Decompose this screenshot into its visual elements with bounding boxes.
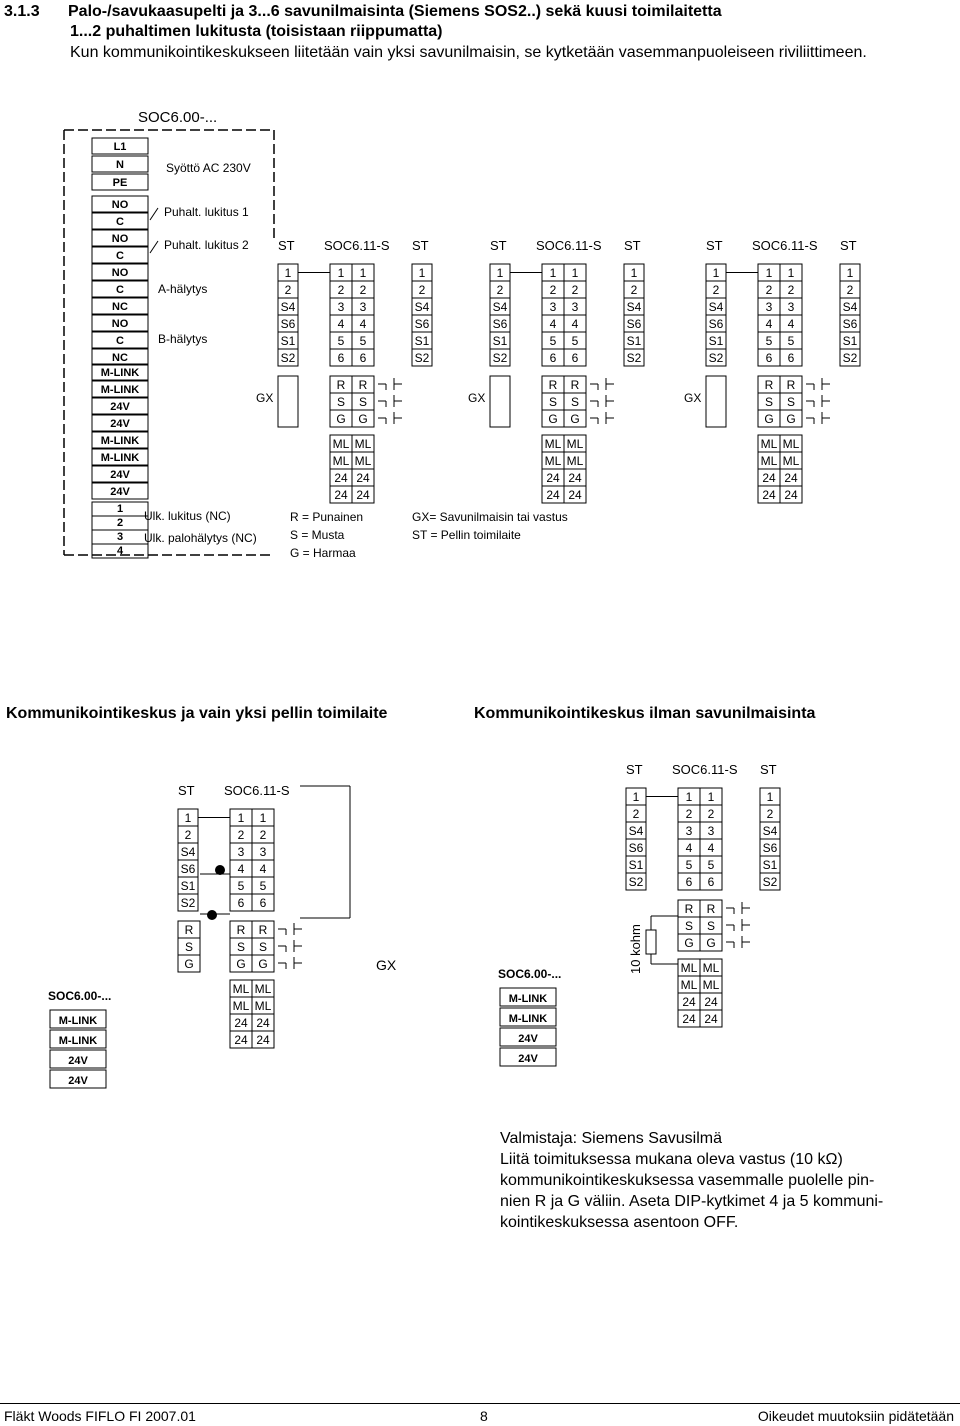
relay-label: Puhalt. lukitus 1 bbox=[164, 205, 249, 219]
soc-terminal-label: 2 bbox=[237, 828, 245, 842]
rsg-terminal-label: R bbox=[570, 378, 580, 392]
st-terminal-label: 1 bbox=[632, 790, 640, 804]
relay-terminal-label: C bbox=[116, 284, 124, 296]
bus-terminal-label: ML bbox=[254, 999, 272, 1013]
rsg-terminal-label: G bbox=[358, 412, 368, 426]
st-terminal-label: 2 bbox=[632, 807, 640, 821]
footer-divider bbox=[0, 1403, 960, 1404]
bus-terminal-label: M-LINK bbox=[58, 1015, 98, 1027]
soc-terminal-label: 4 bbox=[571, 317, 579, 331]
bus-terminal-label: ML bbox=[254, 982, 272, 996]
relay-label: A-hälytys bbox=[158, 282, 208, 296]
legend-left: G = Harmaa bbox=[290, 546, 356, 560]
soc-terminal-label: 5 bbox=[359, 334, 367, 348]
gx-bracket bbox=[706, 376, 726, 427]
rsg-terminal-label: R bbox=[236, 923, 246, 937]
rsg-terminal-label: G bbox=[706, 936, 716, 950]
soc-module-label: SOC6.11-S bbox=[752, 238, 818, 253]
supply-terminal-label: L1 bbox=[113, 141, 127, 153]
soc-terminal-label: 4 bbox=[685, 841, 693, 855]
bus-terminal-label: 24V bbox=[518, 1053, 538, 1065]
bus-terminal-label: 24 bbox=[234, 1016, 248, 1030]
bus-terminal-label: ML bbox=[760, 454, 778, 468]
relay-terminal-label: NO bbox=[111, 318, 129, 330]
main-wiring-diagram bbox=[0, 100, 960, 570]
st-terminal-label: S1 bbox=[280, 334, 296, 348]
st-terminal-label: S2 bbox=[492, 351, 508, 365]
soc-terminal-label: 5 bbox=[237, 879, 245, 893]
relay-terminal-label: NO bbox=[111, 233, 129, 245]
rsg-terminal-label: G bbox=[184, 957, 194, 971]
soc-terminal-label: 1 bbox=[237, 811, 245, 825]
bus-terminal-label: 24 bbox=[546, 488, 560, 502]
section-title: Palo-/savukaasupelti ja 3...6 savunilmaisinta (Siemens SOS2..) sekä kuusi toimilaitetta bbox=[68, 3, 722, 20]
relay-terminal-label: NC bbox=[112, 352, 128, 364]
bus-terminal-label: 24 bbox=[356, 488, 370, 502]
st-terminal-label: S2 bbox=[414, 351, 430, 365]
st-terminal-label: S6 bbox=[628, 841, 644, 855]
rsg-terminal-label: R bbox=[358, 378, 368, 392]
input-terminal-label: 1 bbox=[116, 503, 124, 515]
rsg-terminal-label: R bbox=[786, 378, 796, 392]
supply-terminal-label: PE bbox=[112, 177, 128, 189]
rsg-terminal-label: S bbox=[570, 395, 580, 409]
soc-terminal-label: 6 bbox=[765, 351, 773, 365]
soc-terminal-label: 3 bbox=[359, 300, 367, 314]
st-label: ST bbox=[490, 238, 507, 253]
bus-terminal-label: ML bbox=[354, 437, 372, 451]
rsg-terminal-label: G bbox=[570, 412, 580, 426]
section-heading bbox=[4, 2, 722, 22]
bus-terminal-label: ML bbox=[680, 961, 698, 975]
rsg-terminal-label: R bbox=[684, 902, 694, 916]
soc-terminal-label: 4 bbox=[359, 317, 367, 331]
rsg-terminal-label: G bbox=[764, 412, 774, 426]
rsg-terminal-label: S bbox=[706, 919, 716, 933]
bus-terminal-label: M-LINK bbox=[508, 993, 548, 1005]
st-terminal-label: S6 bbox=[414, 317, 430, 331]
soc-terminal-label: 6 bbox=[549, 351, 557, 365]
bus-terminal-label: ML bbox=[332, 437, 350, 451]
rsg-terminal-label: S bbox=[236, 940, 246, 954]
st-terminal-label: S2 bbox=[762, 875, 778, 889]
soc-terminal-label: 4 bbox=[765, 317, 773, 331]
relay-switch bbox=[150, 208, 158, 220]
soc-terminal-label: 2 bbox=[707, 807, 715, 821]
st-terminal-label: S6 bbox=[762, 841, 778, 855]
st-terminal-label: S1 bbox=[842, 334, 858, 348]
st-label: ST bbox=[760, 762, 777, 777]
rsg-terminal-label: R bbox=[764, 378, 774, 392]
st-label: ST bbox=[706, 238, 723, 253]
subheading-left: Kommunikointikeskus ja vain yksi pellin toimilaite bbox=[6, 705, 388, 722]
st-terminal-label: 2 bbox=[846, 283, 854, 297]
st-terminal-label: S6 bbox=[626, 317, 642, 331]
soc-terminal-label: 3 bbox=[237, 845, 245, 859]
bus-terminal-label: ML bbox=[566, 437, 584, 451]
note-line: kointikeskuksessa asentoon OFF. bbox=[500, 1214, 739, 1231]
bus-terminal-label: 24 bbox=[356, 471, 370, 485]
bus-terminal-label: ML bbox=[566, 454, 584, 468]
bus-terminal-label: 24V bbox=[110, 469, 130, 481]
st-label: ST bbox=[178, 783, 195, 798]
supply-label: Syöttö AC 230V bbox=[166, 161, 251, 175]
gx-bracket bbox=[490, 376, 510, 427]
bus-terminal-label: 24 bbox=[682, 1012, 696, 1026]
st-label: ST bbox=[840, 238, 857, 253]
st-label: ST bbox=[624, 238, 641, 253]
footer-right: Oikeudet muutoksiin pidätetään bbox=[757, 1408, 954, 1424]
soc-terminal-label: 4 bbox=[259, 862, 267, 876]
st-label: ST bbox=[412, 238, 429, 253]
soc-terminal-label: 3 bbox=[571, 300, 579, 314]
st-terminal-label: S4 bbox=[842, 300, 858, 314]
bus-terminal-label: 24 bbox=[256, 1016, 270, 1030]
bus-terminal-label: 24 bbox=[762, 488, 776, 502]
bus-terminal-label: ML bbox=[332, 454, 350, 468]
rsg-terminal-label: R bbox=[184, 923, 194, 937]
st-terminal-label: 2 bbox=[184, 828, 192, 842]
st-terminal-label: S2 bbox=[842, 351, 858, 365]
rsg-terminal-label: G bbox=[786, 412, 796, 426]
footer-left: Fläkt Woods FIFLO FI 2007.01 bbox=[4, 1408, 196, 1424]
soc-terminal-label: 6 bbox=[787, 351, 795, 365]
bus-terminal-label: 24 bbox=[704, 1012, 718, 1026]
soc-terminal-label: 1 bbox=[359, 266, 367, 280]
soc-terminal-label: 2 bbox=[685, 807, 693, 821]
bus-terminal-label: ML bbox=[782, 437, 800, 451]
st-terminal-label: S2 bbox=[180, 896, 196, 910]
section-number: 3.1.3 bbox=[4, 3, 40, 20]
bus-terminal-label: ML bbox=[544, 454, 562, 468]
st-terminal-label: S6 bbox=[842, 317, 858, 331]
gx-label: GX bbox=[256, 391, 274, 405]
st-terminal-label: S4 bbox=[628, 824, 644, 838]
st-terminal-label: 1 bbox=[284, 266, 292, 280]
rsg-terminal-label: G bbox=[258, 957, 268, 971]
soc-terminal-label: 6 bbox=[259, 896, 267, 910]
soc-module-label: SOC6.11-S bbox=[536, 238, 602, 253]
rsg-terminal-label: S bbox=[358, 395, 368, 409]
bus-terminal-label: 24 bbox=[234, 1033, 248, 1047]
bus-terminal-label: ML bbox=[702, 961, 720, 975]
bus-terminal-label: 24V bbox=[110, 401, 130, 413]
bus-terminal-label: ML bbox=[232, 982, 250, 996]
st-terminal-label: 2 bbox=[766, 807, 774, 821]
rsg-terminal-label: G bbox=[684, 936, 694, 950]
soc-terminal-label: 5 bbox=[685, 858, 693, 872]
soc-terminal-label: 1 bbox=[549, 266, 557, 280]
soc-terminal-label: 3 bbox=[685, 824, 693, 838]
soc-terminal-label: 1 bbox=[787, 266, 795, 280]
st-terminal-label: 1 bbox=[766, 790, 774, 804]
soc-terminal-label: 5 bbox=[787, 334, 795, 348]
bus-terminal-label: 24V bbox=[518, 1033, 538, 1045]
rsg-terminal-label: G bbox=[548, 412, 558, 426]
rsg-terminal-label: S bbox=[258, 940, 268, 954]
soc-module-label: SOC6.11-S bbox=[324, 238, 390, 253]
relay-terminal-label: NC bbox=[112, 301, 128, 313]
note-line: kommunikointikeskuksessa vasemmalle puolelle pin- bbox=[500, 1172, 875, 1189]
st-terminal-label: S1 bbox=[708, 334, 724, 348]
soc-terminal-label: 5 bbox=[549, 334, 557, 348]
gx-label: GX bbox=[684, 391, 702, 405]
st-terminal-label: S1 bbox=[492, 334, 508, 348]
bus-terminal-label: ML bbox=[782, 454, 800, 468]
relay-label: Puhalt. lukitus 2 bbox=[164, 238, 249, 252]
soc-module-label: SOC6.11-S bbox=[672, 762, 738, 777]
relay-label: B-hälytys bbox=[158, 332, 208, 346]
st-terminal-label: 2 bbox=[284, 283, 292, 297]
st-terminal-label: S1 bbox=[414, 334, 430, 348]
st-terminal-label: 1 bbox=[184, 811, 192, 825]
rsg-terminal-label: R bbox=[336, 378, 346, 392]
soc-terminal-label: 6 bbox=[237, 896, 245, 910]
st-terminal-label: S6 bbox=[492, 317, 508, 331]
soc-title: SOC6.00-... bbox=[48, 989, 112, 1003]
soc-terminal-label: 2 bbox=[359, 283, 367, 297]
subheading-right: Kommunikointikeskus ilman savunilmaisinta bbox=[474, 705, 816, 722]
bus-terminal-label: 24V bbox=[110, 486, 130, 498]
st-terminal-label: 2 bbox=[630, 283, 638, 297]
rsg-terminal-label: S bbox=[786, 395, 796, 409]
soc-terminal-label: 2 bbox=[337, 283, 345, 297]
note-line: Liitä toimituksessa mukana oleva vastus (10 kΩ) bbox=[500, 1151, 843, 1168]
input-terminal-label: 4 bbox=[116, 545, 124, 557]
soc-terminal-label: 3 bbox=[549, 300, 557, 314]
st-terminal-label: S6 bbox=[180, 862, 196, 876]
bus-terminal-label: 24 bbox=[784, 471, 798, 485]
relay-terminal-label: C bbox=[116, 250, 124, 262]
small-wiring-diagrams bbox=[0, 750, 960, 1100]
bus-terminal-label: 24 bbox=[334, 471, 348, 485]
st-terminal-label: S1 bbox=[626, 334, 642, 348]
st-terminal-label: S4 bbox=[762, 824, 778, 838]
resistor-symbol bbox=[646, 930, 656, 954]
bus-terminal-label: ML bbox=[760, 437, 778, 451]
rsg-terminal-label: G bbox=[336, 412, 346, 426]
supply-terminal-label: N bbox=[116, 159, 124, 171]
soc-terminal-label: 1 bbox=[259, 811, 267, 825]
soc-terminal-label: 1 bbox=[337, 266, 345, 280]
st-terminal-label: S6 bbox=[708, 317, 724, 331]
bus-terminal-label: ML bbox=[544, 437, 562, 451]
relay-terminal-label: NO bbox=[111, 199, 129, 211]
soc-terminal-label: 6 bbox=[707, 875, 715, 889]
bus-terminal-label: M-LINK bbox=[100, 384, 140, 396]
soc-terminal-label: 1 bbox=[571, 266, 579, 280]
bus-terminal-label: ML bbox=[680, 978, 698, 992]
legend-right: GX= Savunilmaisin tai vastus bbox=[412, 510, 568, 524]
st-terminal-label: 1 bbox=[712, 266, 720, 280]
bus-terminal-label: 24 bbox=[762, 471, 776, 485]
soc-title: SOC6.00-... bbox=[498, 967, 562, 981]
input-label: Ulk. palohälytys (NC) bbox=[144, 531, 257, 545]
rsg-terminal-label: S bbox=[548, 395, 558, 409]
soc-terminal-label: 4 bbox=[549, 317, 557, 331]
bus-terminal-label: 24V bbox=[110, 418, 130, 430]
st-terminal-label: 1 bbox=[846, 266, 854, 280]
soc-terminal-label: 5 bbox=[707, 858, 715, 872]
bus-terminal-label: M-LINK bbox=[100, 435, 140, 447]
bus-terminal-label: 24 bbox=[546, 471, 560, 485]
soc-terminal-label: 4 bbox=[237, 862, 245, 876]
legend-right: ST = Pellin toimilaite bbox=[412, 528, 521, 542]
soc-title: SOC6.00-... bbox=[138, 109, 218, 126]
bus-terminal-label: 24 bbox=[334, 488, 348, 502]
st-terminal-label: 1 bbox=[418, 266, 426, 280]
st-terminal-label: S2 bbox=[280, 351, 296, 365]
st-terminal-label: S2 bbox=[626, 351, 642, 365]
soc-terminal-label: 2 bbox=[787, 283, 795, 297]
st-label: ST bbox=[626, 762, 643, 777]
st-label: ST bbox=[278, 238, 295, 253]
st-terminal-label: 2 bbox=[418, 283, 426, 297]
st-terminal-label: S4 bbox=[280, 300, 296, 314]
soc-terminal-label: 1 bbox=[707, 790, 715, 804]
soc-terminal-label: 1 bbox=[765, 266, 773, 280]
manufacturer-note bbox=[500, 1128, 910, 1233]
soc-terminal-label: 6 bbox=[337, 351, 345, 365]
st-terminal-label: S4 bbox=[492, 300, 508, 314]
soc-module-label: SOC6.11-S bbox=[224, 783, 290, 798]
st-terminal-label: 2 bbox=[496, 283, 504, 297]
st-terminal-label: S1 bbox=[180, 879, 196, 893]
relay-terminal-label: C bbox=[116, 216, 124, 228]
gx-bracket bbox=[278, 376, 298, 427]
input-terminal-label: 2 bbox=[116, 517, 124, 529]
bus-terminal-label: 24 bbox=[784, 488, 798, 502]
soc-terminal-label: 2 bbox=[765, 283, 773, 297]
soc-terminal-label: 5 bbox=[765, 334, 773, 348]
soc-terminal-label: 6 bbox=[571, 351, 579, 365]
soc-terminal-label: 3 bbox=[787, 300, 795, 314]
bus-terminal-label: 24 bbox=[568, 471, 582, 485]
st-terminal-label: 2 bbox=[712, 283, 720, 297]
rsg-terminal-label: S bbox=[684, 919, 694, 933]
rsg-terminal-label: R bbox=[548, 378, 558, 392]
junction-dot bbox=[207, 910, 217, 920]
soc-terminal-label: 3 bbox=[707, 824, 715, 838]
bus-terminal-label: M-LINK bbox=[508, 1013, 548, 1025]
st-terminal-label: S1 bbox=[628, 858, 644, 872]
rsg-terminal-label: S bbox=[764, 395, 774, 409]
soc-terminal-label: 2 bbox=[549, 283, 557, 297]
bus-terminal-label: 24V bbox=[68, 1055, 88, 1067]
bus-terminal-label: 24 bbox=[256, 1033, 270, 1047]
bus-terminal-label: ML bbox=[232, 999, 250, 1013]
soc-terminal-label: 4 bbox=[337, 317, 345, 331]
rsg-terminal-label: S bbox=[336, 395, 346, 409]
bus-terminal-label: 24V bbox=[68, 1075, 88, 1087]
bus-terminal-label: ML bbox=[702, 978, 720, 992]
soc-terminal-label: 4 bbox=[707, 841, 715, 855]
st-terminal-label: S4 bbox=[626, 300, 642, 314]
bus-terminal-label: M-LINK bbox=[100, 367, 140, 379]
section-subtitle: 1...2 puhaltimen lukitusta (toisistaan riippumatta) bbox=[70, 23, 443, 40]
soc-terminal-label: 5 bbox=[259, 879, 267, 893]
relay-switch bbox=[150, 241, 158, 253]
st-terminal-label: 1 bbox=[630, 266, 638, 280]
legend-left: R = Punainen bbox=[290, 510, 364, 524]
intro-text: Kun kommunikointikeskukseen liitetään vain yksi savunilmaisin, se kytketään vasemmanpuoleiseen riviliittimeen. bbox=[70, 44, 867, 61]
note-line: Valmistaja: Siemens Savusilmä bbox=[500, 1130, 723, 1147]
bus-terminal-label: 24 bbox=[682, 995, 696, 1009]
soc-terminal-label: 4 bbox=[787, 317, 795, 331]
st-terminal-label: S4 bbox=[180, 845, 196, 859]
rsg-terminal-label: G bbox=[236, 957, 246, 971]
input-label: Ulk. lukitus (NC) bbox=[144, 509, 231, 523]
rsg-terminal-label: R bbox=[706, 902, 716, 916]
bus-terminal-label: ML bbox=[354, 454, 372, 468]
resistor-label: 10 kohm bbox=[628, 924, 643, 974]
st-terminal-label: S1 bbox=[762, 858, 778, 872]
input-terminal-label: 3 bbox=[116, 531, 124, 543]
gx-label: GX bbox=[376, 957, 397, 973]
soc-terminal-label: 2 bbox=[259, 828, 267, 842]
st-terminal-label: S2 bbox=[628, 875, 644, 889]
soc-terminal-label: 6 bbox=[359, 351, 367, 365]
st-terminal-label: 1 bbox=[496, 266, 504, 280]
bus-terminal-label: M-LINK bbox=[100, 452, 140, 464]
st-terminal-label: S4 bbox=[414, 300, 430, 314]
soc-terminal-label: 3 bbox=[765, 300, 773, 314]
st-terminal-label: S4 bbox=[708, 300, 724, 314]
bus-terminal-label: 24 bbox=[704, 995, 718, 1009]
soc-terminal-label: 3 bbox=[337, 300, 345, 314]
soc-terminal-label: 5 bbox=[337, 334, 345, 348]
soc-terminal-label: 1 bbox=[685, 790, 693, 804]
rsg-terminal-label: S bbox=[184, 940, 194, 954]
soc-terminal-label: 2 bbox=[571, 283, 579, 297]
soc-terminal-label: 3 bbox=[259, 845, 267, 859]
note-line: nien R ja G väliin. Aseta DIP-kytkimet 4 ja 5 kommuni- bbox=[500, 1193, 884, 1210]
gx-label: GX bbox=[468, 391, 486, 405]
bus-terminal-label: M-LINK bbox=[58, 1035, 98, 1047]
soc-terminal-label: 5 bbox=[571, 334, 579, 348]
relay-terminal-label: NO bbox=[111, 267, 129, 279]
legend-left: S = Musta bbox=[290, 528, 345, 542]
relay-terminal-label: C bbox=[116, 335, 124, 347]
soc-terminal-label: 6 bbox=[685, 875, 693, 889]
rsg-terminal-label: R bbox=[258, 923, 268, 937]
page-number: 8 bbox=[480, 1408, 488, 1424]
bus-terminal-label: 24 bbox=[568, 488, 582, 502]
st-terminal-label: S2 bbox=[708, 351, 724, 365]
st-terminal-label: S6 bbox=[280, 317, 296, 331]
